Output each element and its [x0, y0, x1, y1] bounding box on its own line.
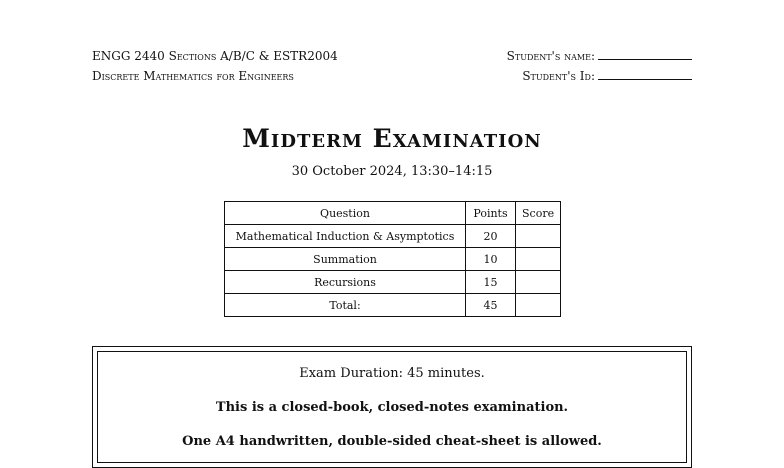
student-id-row: [507, 66, 692, 86]
instructions-inner-frame: [97, 351, 687, 463]
points-cell: 20: [466, 225, 516, 248]
cheat-sheet-notice: One A4 handwritten, double-sided cheat-sheet is allowed.: [182, 434, 602, 449]
table-row: [225, 225, 561, 248]
score-cell[interactable]: [516, 271, 561, 294]
student-name-row: [507, 46, 692, 66]
score-table: [224, 201, 561, 317]
exam-date: 30 October 2024, 13:30–14:15: [291, 164, 493, 179]
student-id-label: Student's Id:: [522, 69, 595, 83]
header-points: Points: [466, 202, 516, 225]
header-score: Score: [516, 202, 561, 225]
total-row: [225, 294, 561, 317]
student-name-label: Student's name:: [506, 49, 595, 63]
points-cell: 15: [466, 271, 516, 294]
points-cell: 10: [466, 248, 516, 271]
closed-book-notice: This is a closed-book, closed-notes examination.: [215, 400, 569, 415]
table-row: [225, 248, 561, 271]
course-header: [92, 46, 338, 86]
exam-duration: Exam Duration: 45 minutes.: [299, 366, 485, 381]
instructions-box: [92, 346, 692, 468]
course-title: Discrete Mathematics for Engineers: [92, 69, 294, 83]
student-id-field[interactable]: [598, 67, 692, 80]
course-line: ENGG 2440 Sections A/B/C & ESTR2004: [92, 49, 338, 63]
score-cell[interactable]: [516, 225, 561, 248]
header-question: Question: [225, 202, 466, 225]
score-cell[interactable]: [516, 248, 561, 271]
question-cell: Summation: [225, 248, 466, 271]
score-table-header: [225, 202, 561, 225]
total-points: 45: [466, 294, 516, 317]
total-label: Total:: [225, 294, 466, 317]
question-cell: Recursions: [225, 271, 466, 294]
student-info: [507, 46, 692, 86]
table-row: [225, 271, 561, 294]
student-name-field[interactable]: [598, 47, 692, 60]
exam-title: Midterm Examination: [242, 124, 542, 153]
total-score-cell[interactable]: [516, 294, 561, 317]
question-cell: Mathematical Induction & Asymptotics: [225, 225, 466, 248]
